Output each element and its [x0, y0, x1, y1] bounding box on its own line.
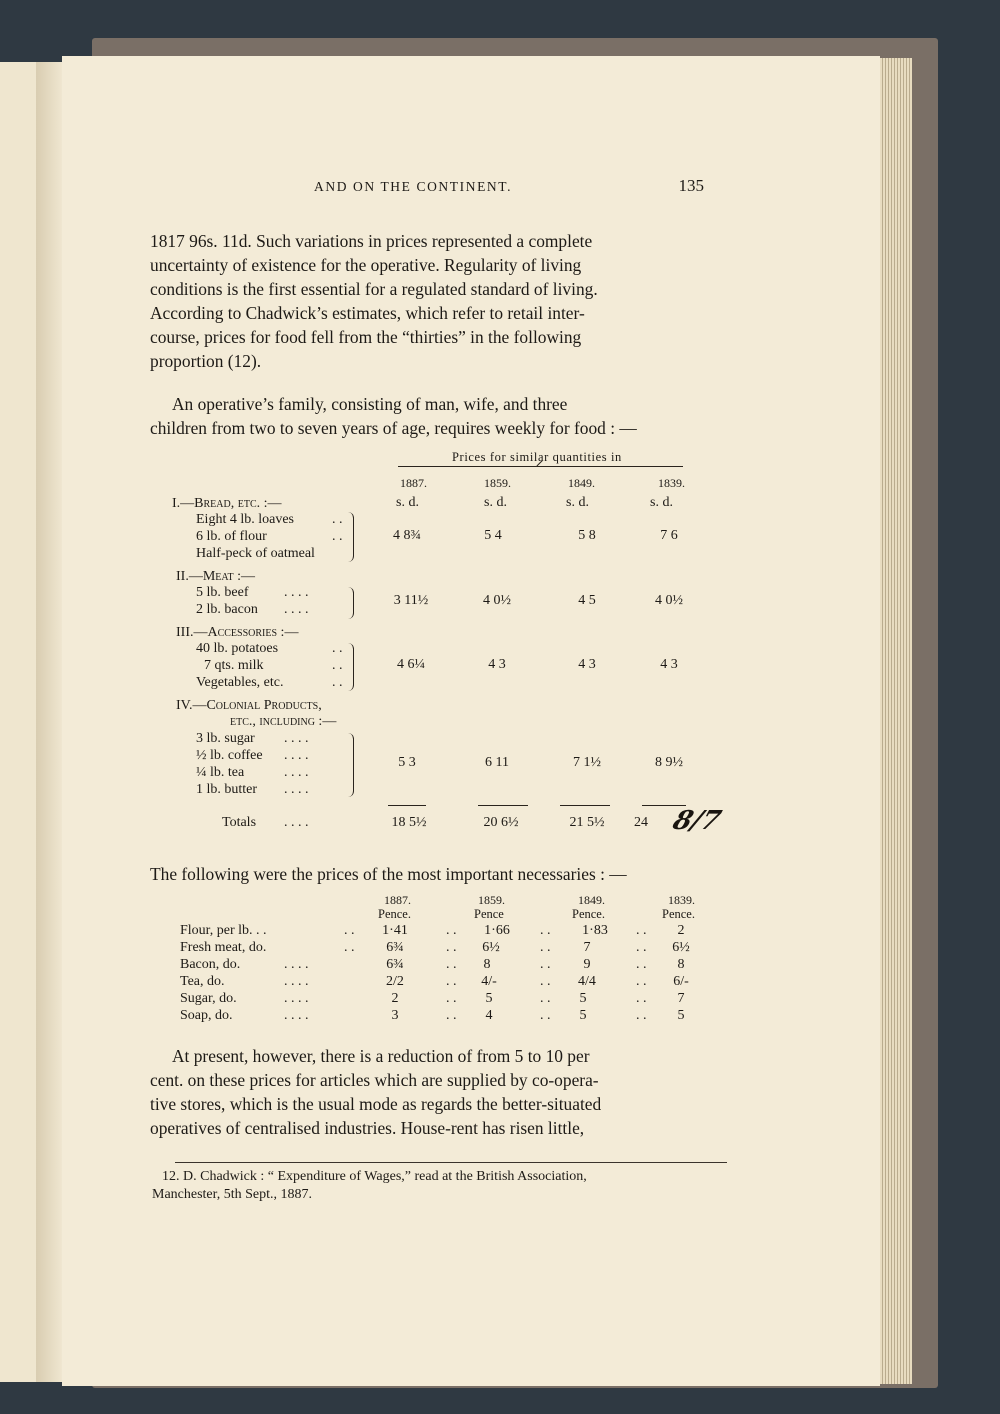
leader-dots: . .	[636, 991, 647, 1006]
price-cell: 2	[391, 991, 399, 1006]
footnote-rule	[175, 1162, 727, 1163]
paragraph-3: The following were the prices of the most important necessaries : —	[150, 864, 627, 884]
year-1859: 1859.	[478, 893, 505, 907]
sum-rule	[388, 805, 426, 806]
leader-dots: . .	[636, 923, 647, 938]
para4-line: At present, however, there is a reduction of from 5 to 10 per	[172, 1046, 590, 1066]
row-label: Sugar, do.	[180, 991, 237, 1006]
group-label: II.—Meat :—	[176, 569, 255, 584]
leader-dots: . .	[540, 923, 551, 938]
price-cell: 4 3	[578, 657, 596, 672]
leader-dots: . .	[540, 974, 551, 989]
para2-line: children from two to seven years of age, requires weekly for food : —	[150, 418, 637, 438]
leader-dots: . .	[446, 1008, 457, 1023]
price-cell: 4 0½	[655, 593, 683, 608]
para1-line: According to Chadwick’s estimates, which refer to retail inter-	[150, 303, 585, 323]
price-cell: 4 6¼	[397, 657, 425, 672]
group-brace	[347, 587, 354, 619]
price-cell: 6/-	[673, 974, 689, 989]
running-head	[150, 176, 726, 198]
footnote-line: 12. D. Chadwick : “ Expenditure of Wages,” read at the British Association,	[162, 1169, 587, 1184]
para4-line: operatives of centralised industries. House-rent has risen little,	[150, 1118, 585, 1138]
row-label: Soap, do.	[180, 1008, 233, 1023]
row-label: Bacon, do.	[180, 957, 241, 972]
price-cell: 1·83	[582, 923, 608, 938]
page-number: 135	[678, 176, 704, 195]
leader-dots: . .	[636, 940, 647, 955]
year-1859: 1859.	[484, 476, 511, 490]
item-label: 3 lb. sugar	[196, 731, 255, 746]
price-cell: 7	[677, 991, 685, 1006]
leader-dots: . . . .	[284, 1008, 309, 1023]
item-label: ½ lb. coffee	[196, 748, 263, 763]
total-cell: 24	[634, 815, 648, 830]
leader-dots: . .	[540, 940, 551, 955]
leader-dots: . . . .	[284, 585, 309, 600]
running-title: AND ON THE CONTINENT.	[314, 179, 513, 194]
price-cell: 8	[677, 957, 685, 972]
totals-label: Totals	[222, 815, 257, 830]
price-cell: 5	[677, 1008, 685, 1023]
leader-dots: . . . .	[284, 974, 309, 989]
price-cell: 1·41	[382, 923, 408, 938]
price-cell: 5	[579, 1008, 587, 1023]
group-label: I.—Bread, etc. :—	[172, 496, 282, 511]
leader-dots: . .	[332, 529, 343, 544]
price-cell: 4 5	[578, 593, 596, 608]
handwritten-correction: 8/7	[669, 806, 725, 836]
leader-dots: . .	[446, 940, 457, 955]
price-cell: 9	[583, 957, 591, 972]
unit-header: s. d.	[396, 495, 419, 510]
leader-dots: . . . .	[284, 957, 309, 972]
price-cell: 2/2	[386, 974, 404, 989]
group-label-continued: etc., including :—	[230, 714, 337, 729]
leader-dots: . . . .	[284, 991, 309, 1006]
para1-line: 1817 96s. 11d. Such variations in prices represented a complete	[150, 231, 593, 251]
price-cell: 3	[391, 1008, 399, 1023]
price-cell: 8 9½	[655, 755, 683, 770]
price-cell: 5 3	[398, 755, 416, 770]
price-cell: 4 3	[488, 657, 506, 672]
item-label: 6 lb. of flour	[196, 529, 267, 544]
leader-dots: . .	[540, 1008, 551, 1023]
leader-dots: . . . .	[284, 765, 309, 780]
unit-header: Pence.	[572, 907, 605, 921]
item-label: 5 lb. beef	[196, 585, 249, 600]
price-cell: 7 1½	[573, 755, 601, 770]
para1-line: uncertainty of existence for the operative. Regularity of living	[150, 255, 582, 275]
year-1849: 1849.	[568, 476, 595, 490]
leader-dots: . .	[446, 991, 457, 1006]
total-cell: 20 6½	[483, 815, 519, 830]
price-cell: 5 8	[578, 528, 596, 543]
price-cell: 6¾	[386, 957, 404, 972]
price-cell: 4 8¾	[393, 528, 421, 543]
price-cell: 5	[485, 991, 493, 1006]
item-label: Eight 4 lb. loaves	[196, 512, 294, 527]
para1-line: proportion (12).	[150, 351, 262, 371]
leader-dots: . .	[636, 974, 647, 989]
item-label: 7 qts. milk	[204, 658, 264, 673]
leader-dots: . . . .	[284, 602, 309, 617]
leader-dots: . . . .	[284, 748, 309, 763]
price-cell: 4/-	[481, 974, 497, 989]
table-header: Prices for similar quantities in	[452, 450, 622, 464]
leader-dots: . .	[332, 675, 343, 690]
leader-dots: . .	[446, 923, 457, 938]
unit-header: s. d.	[566, 495, 589, 510]
leader-dots: . .	[636, 957, 647, 972]
price-cell: 8	[483, 957, 491, 972]
group-brace	[347, 733, 354, 797]
footnote-line: Manchester, 5th Sept., 1887.	[152, 1187, 313, 1202]
group-label: IV.—Colonial Products,	[176, 698, 322, 713]
paragraph-4	[150, 1044, 726, 1140]
price-cell: 2	[677, 923, 685, 938]
leader-dots: . .	[344, 923, 355, 938]
group-brace	[347, 643, 354, 691]
leader-dots: . .	[332, 658, 343, 673]
price-cell: 3 11½	[393, 593, 429, 608]
item-label: 40 lb. potatoes	[196, 641, 279, 656]
price-cell: 7 6	[660, 528, 678, 543]
row-label: Fresh meat, do.	[180, 940, 267, 955]
unit-header: s. d.	[650, 495, 673, 510]
paragraph-2	[150, 392, 726, 440]
leader-dots: . .	[446, 957, 457, 972]
year-1887: 1887.	[400, 476, 427, 490]
facing-page	[0, 62, 37, 1382]
leader-dots: . . . .	[284, 815, 309, 830]
header-brace	[398, 466, 683, 473]
price-cell: 6 11	[485, 755, 509, 770]
leader-dots: . .	[446, 974, 457, 989]
total-cell: 18 5½	[391, 815, 427, 830]
price-cell: 5 4	[484, 528, 502, 543]
sum-rule	[478, 805, 528, 806]
item-label: ¼ lb. tea	[196, 765, 245, 780]
item-label: 2 lb. bacon	[196, 602, 258, 617]
row-label: Tea, do.	[180, 974, 225, 989]
leader-dots: . .	[344, 940, 355, 955]
total-cell: 21 5½	[569, 815, 605, 830]
price-cell: 1·66	[484, 923, 510, 938]
para4-line: tive stores, which is the usual mode as regards the better-situated	[150, 1094, 602, 1114]
leader-dots: . .	[540, 991, 551, 1006]
price-cell: 4 0½	[483, 593, 511, 608]
leader-dots: . .	[540, 957, 551, 972]
price-cell: 6½	[672, 940, 690, 955]
price-cell: 6½	[482, 940, 500, 955]
price-cell: 5	[579, 991, 587, 1006]
leader-dots: . .	[332, 641, 343, 656]
price-cell: 4/4	[578, 974, 596, 989]
item-label: Half-peck of oatmeal	[196, 546, 315, 561]
leader-dots: . .	[636, 1008, 647, 1023]
para1-line: course, prices for food fell from the “thirties” in the following	[150, 327, 582, 347]
price-cell: 6¾	[386, 940, 404, 955]
leader-dots: . . . .	[284, 731, 309, 746]
item-label: Vegetables, etc.	[196, 675, 284, 690]
group-label: III.—Accessories :—	[176, 625, 299, 640]
leader-dots: . .	[332, 512, 343, 527]
year-1839: 1839.	[668, 893, 695, 907]
price-cell: 7	[583, 940, 591, 955]
unit-header: Pence.	[662, 907, 695, 921]
para2-line: An operative’s family, consisting of man, wife, and three	[172, 394, 568, 414]
year-1849: 1849.	[578, 893, 605, 907]
row-label: Flour, per lb. . .	[180, 923, 267, 938]
sum-rule	[560, 805, 610, 806]
unit-header: Pence.	[378, 907, 411, 921]
leader-dots: . . . .	[284, 782, 309, 797]
unit-header: Pence	[474, 907, 504, 921]
price-cell: 4	[485, 1008, 493, 1023]
unit-header: s. d.	[484, 495, 507, 510]
footnote	[152, 1168, 732, 1204]
paragraph-1	[150, 229, 726, 373]
book-gutter	[36, 62, 62, 1382]
group-brace	[347, 512, 354, 562]
para1-line: conditions is the first essential for a regulated standard of living.	[150, 279, 598, 299]
year-1839: 1839.	[658, 476, 685, 490]
para4-line: cent. on these prices for articles which are supplied by co-opera-	[150, 1070, 599, 1090]
year-1887: 1887.	[384, 893, 411, 907]
price-cell: 4 3	[660, 657, 678, 672]
item-label: 1 lb. butter	[196, 782, 258, 797]
